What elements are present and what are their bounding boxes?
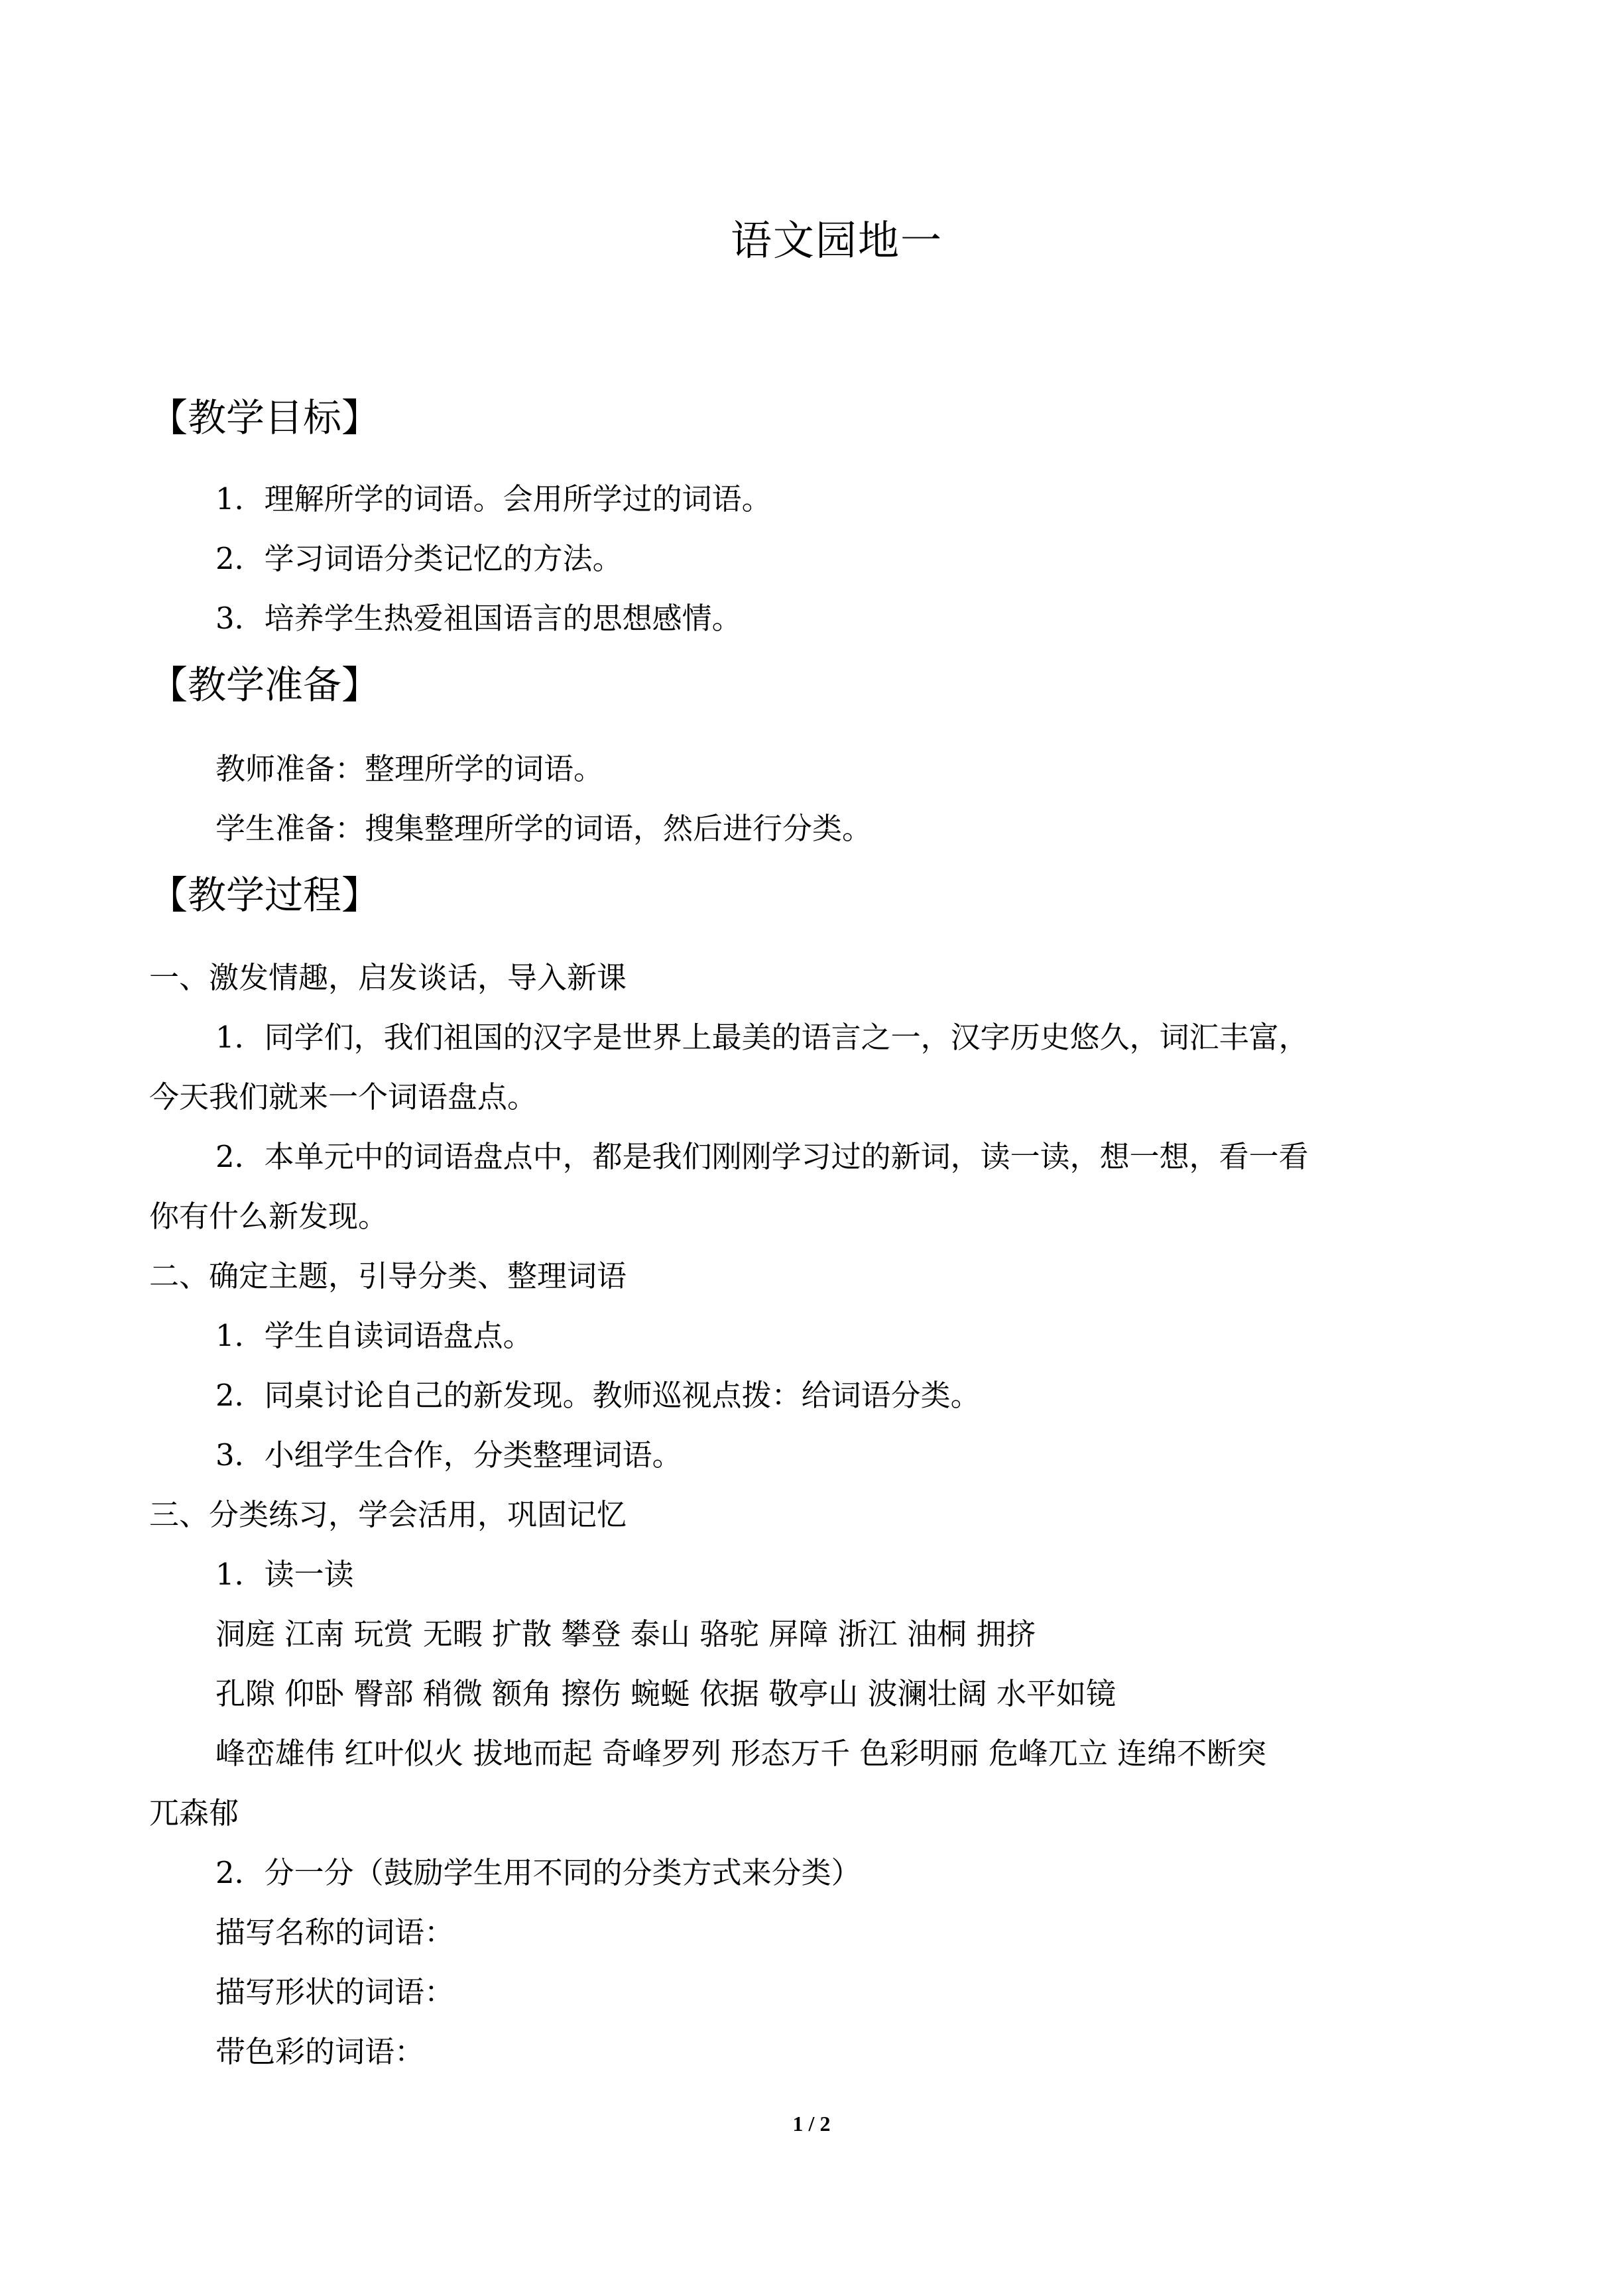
process-part2-item-2: 2．同桌讨论自己的新发现。教师巡视点拨：给词语分类。 — [215, 1378, 981, 1413]
heading-teaching-process: 【教学过程】 — [149, 873, 381, 918]
process-part2-item-1: 1．学生自读词语盘点。 — [215, 1318, 533, 1353]
goal-item-1: 1．理解所学的词语。会用所学过的词语。 — [215, 481, 772, 516]
word-list-line-3: 峰峦雄伟 红叶似火 拔地而起 奇峰罗列 形态万千 色彩明丽 危峰兀立 连绵不断突 — [215, 1736, 1267, 1771]
document-title: 语文园地一 — [730, 216, 943, 265]
heading-teaching-prep: 【教学准备】 — [149, 662, 381, 707]
process-part1-title: 一、激发情趣，启发谈话，导入新课 — [149, 960, 627, 995]
process-part1-paragraph1-line1: 1．同学们，我们祖国的汉字是世界上最美的语言之一，汉字历史悠久，词汇丰富， — [215, 1020, 1309, 1055]
page-number: 1 / 2 — [792, 2112, 831, 2136]
classify-item-colors: 带色彩的词语： — [215, 2034, 425, 2069]
process-part2-item-3: 3．小组学生合作，分类整理词语。 — [215, 1437, 682, 1473]
word-list-line-1: 洞庭 江南 玩赏 无暇 扩散 攀登 泰山 骆驼 屏障 浙江 油桐 拥挤 — [215, 1616, 1036, 1652]
word-list-line-4: 兀森郁 — [149, 1795, 239, 1831]
process-part1-paragraph2-line2: 你有什么新发现。 — [149, 1199, 389, 1234]
prep-item-teacher: 教师准备：整理所学的词语。 — [215, 751, 604, 786]
goal-item-2: 2．学习词语分类记忆的方法。 — [215, 541, 623, 576]
process-part3-read-label: 1．读一读 — [215, 1557, 354, 1592]
process-part3-title: 三、分类练习，学会活用，巩固记忆 — [149, 1497, 627, 1532]
process-part2-title: 二、确定主题，引导分类、整理词语 — [149, 1258, 627, 1294]
process-part3-classify-label: 2．分一分（鼓励学生用不同的分类方式来分类） — [215, 1855, 861, 1890]
heading-teaching-goals: 【教学目标】 — [149, 395, 381, 440]
prep-item-student: 学生准备：搜集整理所学的词语，然后进行分类。 — [215, 811, 872, 846]
goal-item-3: 3．培养学生热爱祖国语言的思想感情。 — [215, 601, 742, 636]
word-list-line-2: 孔隙 仰卧 臀部 稍微 额角 擦伤 蜿蜒 依据 敬亭山 波澜壮阔 水平如镜 — [215, 1676, 1116, 1711]
process-part1-paragraph1-line2: 今天我们就来一个词语盘点。 — [149, 1079, 538, 1115]
process-part1-paragraph2-line1: 2．本单元中的词语盘点中，都是我们刚刚学习过的新词，读一读，想一想，看一看 — [215, 1139, 1309, 1174]
classify-item-shapes: 描写形状的词语： — [215, 1974, 455, 2010]
classify-item-names: 描写名称的词语： — [215, 1915, 455, 1950]
